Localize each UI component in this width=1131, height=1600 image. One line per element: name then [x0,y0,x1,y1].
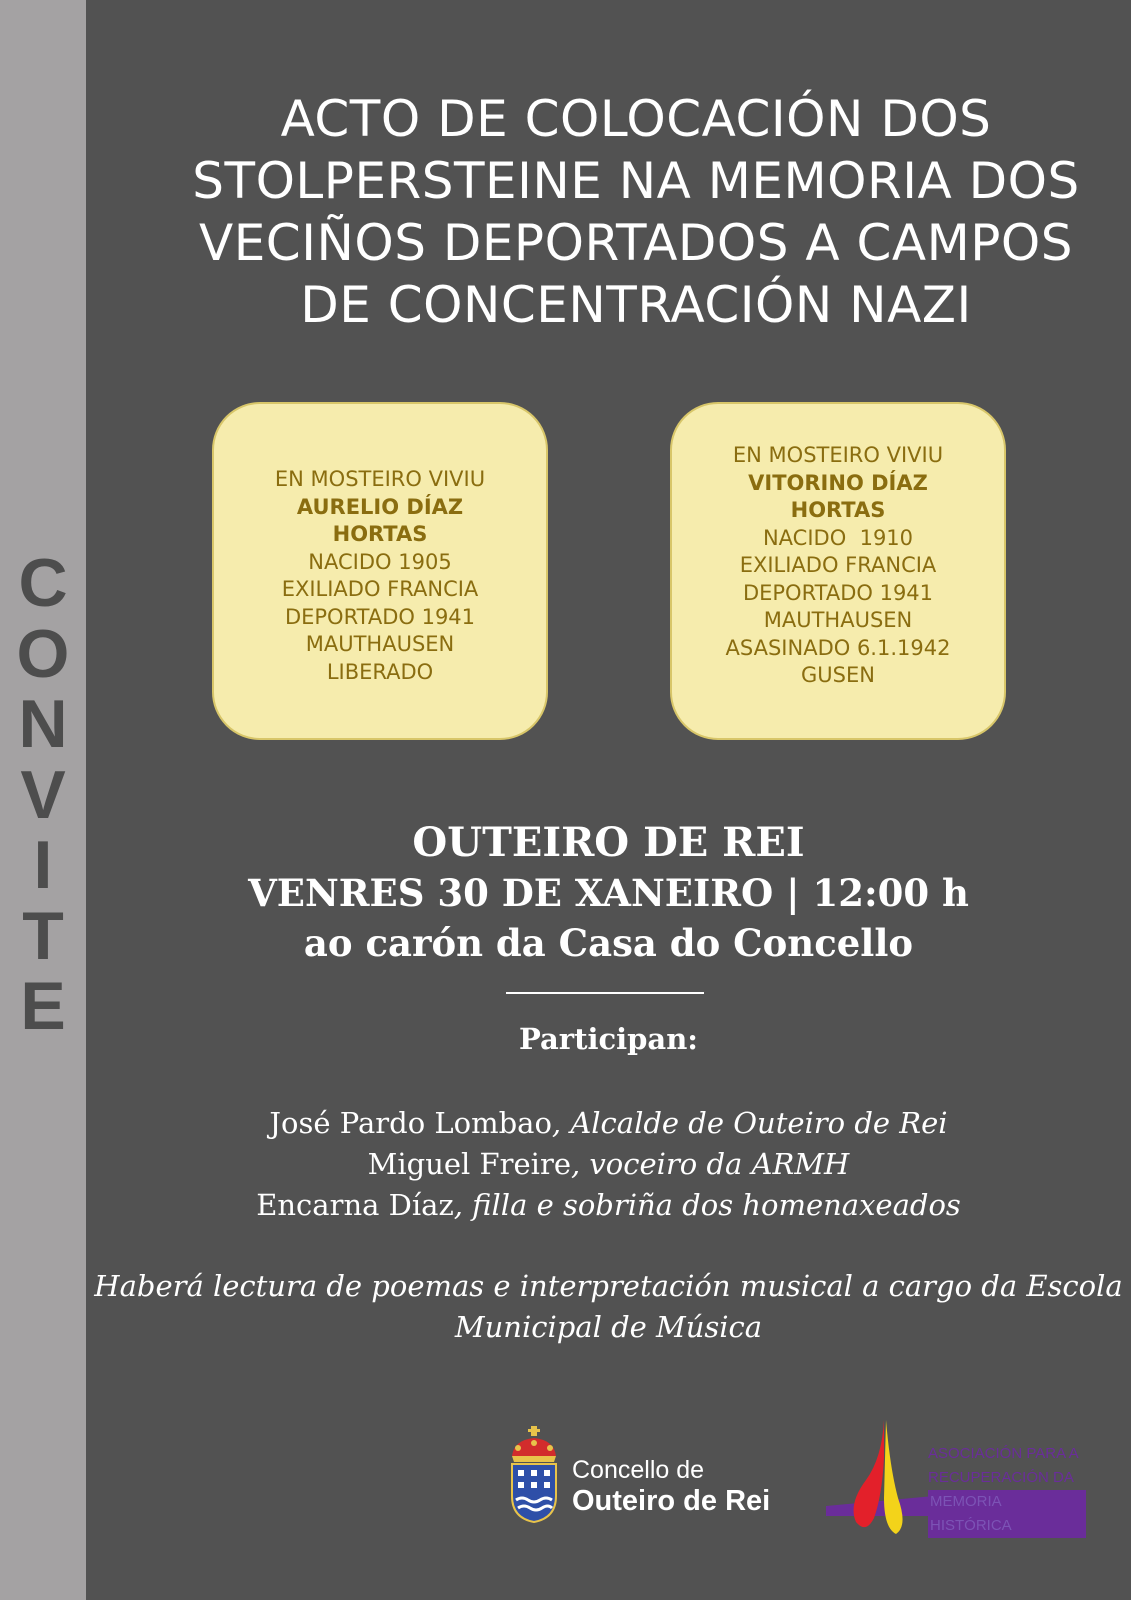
concello-line1: Concello de [572,1456,705,1484]
event-place: OUTEIRO DE REI [412,819,805,866]
stone-intro: EN MOSTEIRO VIVIU [274,467,486,491]
title-line: STOLPERSTEINE NA MEMORIA DOS [192,152,1080,210]
convite-letter: O [16,615,70,692]
event-date-time: VENRES 30 DE XANEIRO | 12:00 h [248,871,969,915]
stone-detail: DEPORTADO 1941 [284,604,476,629]
stone-name: HORTAS [790,498,886,523]
concello-name [572,1456,770,1518]
stone-detail: NACIDO 1905 [308,549,452,574]
convite-vertical-label [0,545,86,1044]
poster-main [86,0,1131,1600]
participant: Miguel Freire, voceiro da ARMH [367,1147,850,1181]
convite-letter: V [20,756,66,833]
event-location: ao carón da Casa do Concello [303,921,914,965]
participants-heading: Participan: [518,1022,699,1056]
participant-role: Alcalde de Outeiro de Rei [570,1106,948,1140]
armh-line: MEMORIA HISTÓRICA [928,1490,1086,1538]
title-line: DE CONCENTRACIÓN NAZI [300,276,972,334]
stone-name: AURELIO DÍAZ [296,494,464,519]
stone-detail: EXILIADO FRANCIA [739,553,937,578]
participant-name: Encarna Díaz [256,1188,454,1222]
armh-logo [826,1418,1086,1538]
stone-name: HORTAS [332,522,428,546]
divider [506,992,704,994]
participants-list [86,1103,1131,1226]
participant: Encarna Díaz, filla e sobriña dos homenaxeados [256,1188,961,1222]
note-line: Municipal de Música [454,1310,763,1344]
stone-detail: ASASINADO 6.1.1942 [725,635,951,660]
stone-intro: EN MOSTEIRO VIVIU [732,443,944,468]
stone-detail: GUSEN [801,663,875,688]
armh-line: ASOCIACIÓN PARA A [928,1445,1079,1462]
stone-detail: NACIDO 1910 [762,525,914,550]
armh-name [928,1442,1086,1538]
stone-detail: MAUTHAUSEN [305,632,455,656]
convite-letter: T [22,897,64,974]
concello-line2: Outeiro de Rei [572,1485,771,1517]
convite-letter: N [18,686,68,762]
participant: José Pardo Lombao, Alcalde de Outeiro de Rei [269,1106,948,1140]
stone-detail: EXILIADO FRANCIA [281,577,479,601]
stone-detail: MAUTHAUSEN [763,608,913,633]
stolperstein-vitorino [670,402,1006,740]
convite-letter: E [20,968,66,1044]
participant-name: Miguel Freire [367,1147,571,1181]
participant-name: José Pardo Lombao [269,1106,552,1140]
stone-detail: DEPORTADO 1941 [742,580,934,605]
stone-detail: LIBERADO [326,659,434,684]
stolperstein-aurelio [212,402,548,740]
poster-title [86,88,1131,336]
note-line: Haberá lectura de poemas e interpretación musical a cargo da Escola [94,1269,1123,1303]
participant-role: voceiro da ARMH [589,1147,850,1181]
concello-logo [504,1426,804,1526]
armh-flame-icon [826,1418,936,1538]
coat-of-arms-icon [504,1426,564,1526]
convite-letter: I [33,827,53,903]
event-note [86,1266,1131,1348]
armh-line: RECUPERACIÓN DA [928,1469,1074,1486]
sidebar [0,0,86,1600]
title-line: VECIÑOS DEPORTADOS A CAMPOS [199,214,1073,272]
title-line: ACTO DE COLOCACIÓN DOS [280,90,992,148]
stone-name: VITORINO DÍAZ [748,470,928,495]
convite-letter: C [18,545,68,621]
participant-role: filla e sobriña dos homenaxeados [472,1188,961,1222]
